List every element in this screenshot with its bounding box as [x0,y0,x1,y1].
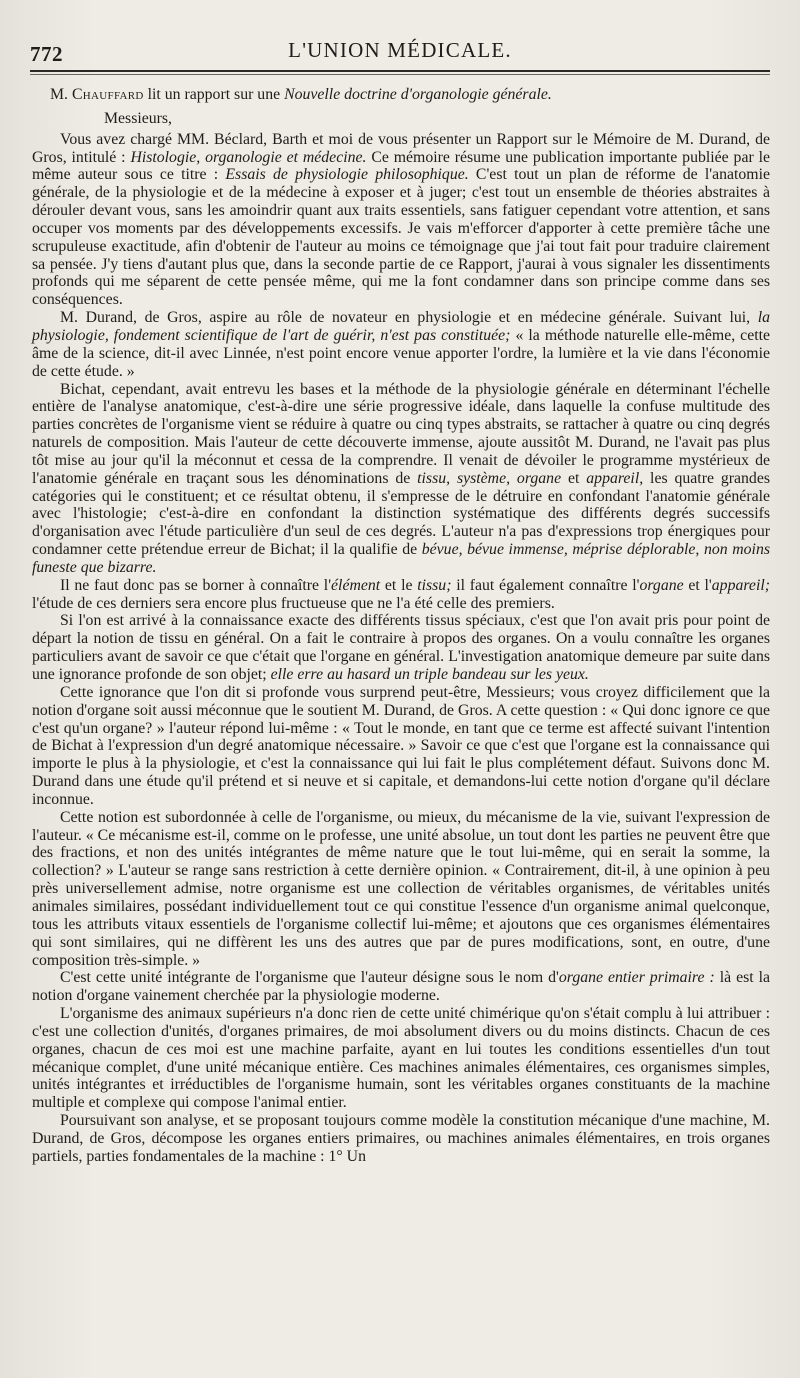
p4-text-b: et le [380,576,418,594]
p2-text-a: M. Durand, de Gros, aspire au rôle de novateur en physiologie et en médecine générale. Suivant lui, [60,309,758,327]
p8-text-b: là est la notion d'organe vainement cherchée par la physiologie moderne. [32,969,771,1005]
p5-text-a: Si l'on est arrivé à la connaissance exacte des différents tissus spéciaux, c'est que l'on avait pris pour point de départ la notion de tissu en général. On a fait le contraire à propos des organes. On a voulu connaître les organes particuliers avant de savoir ce que c'était que l'organe en général. L'investigation anatomique demeure par suite dans une ignorance profonde de son objet; [32,612,770,683]
p4-term-appareil: appareil; [711,576,770,594]
p4-term-tissu: tissu; [417,576,452,594]
journal-title: L'UNION MÉDICALE. [288,38,512,62]
article-title: Nouvelle doctrine d'organologie générale. [284,86,552,103]
p1-text-b: Ce mémoire résume une publication importante publiée par le même auteur sous ce titre : [32,148,770,184]
p3-terms-b: appareil, [586,469,644,487]
p8-term: organe entier primaire : [558,969,715,987]
p3-text-b: et [561,469,587,487]
header-rule [30,70,770,72]
p1-title-b: Essais de physiologie philosophique. [225,166,469,184]
p3-text-a: Bichat, cependant, avait entrevu les bases et la méthode de la physiologie générale en déterminant l'échelle entière de l'analyse anatomique, c'est-à-dire une série progressive idéale, dans laquelle la confuse multitude des parties concrètes de l'organisme vient se réduire à quatre ou cinq types abstraits, se rattacher à quatre ou cinq degrés naturels de composition. Mais l'auteur de cette découverte immense, ajoute aussitôt M. Durand, ne l'avait pas plus tôt mise au jour qu'il la méconnut et cessa de la comprendre. Il venait de dévoiler le programme mystérieux de l'anatomie générale en traçant sous les dénominations de [32,380,770,487]
paragraph-3 [32,381,770,577]
p2-quote: la physiologie, fondement scientifique de l'art de guérir, n'est pas constituée; [32,309,770,344]
p1-text-a: Vous avez chargé MM. Béclard, Barth et moi de vous présenter un Rapport sur le Mémoire de M. Durand, de Gros, intitulé : [32,130,770,166]
lead-prefix: M. [50,86,72,103]
paragraph-6: Cette ignorance que l'on dit si profonde vous surprend peut-être, Messieurs; vous croyez difficilement que la notion d'organe soit aussi méconnue que le soutient M. Durand, de Gros. A cette question : « Qui donc ignore ce que c'est qu'un organe? » l'auteur répond lui-même : « Tout le monde, en tant que ce terme est affecté suivant l'intention de Bichat à l'expression d'un degré anatomique nécessaire. » Savoir ce que c'est que l'organe est la connaissance qui importe le plus à la physiologie, et c'est la connaissance qui lui fait le plus complétement défaut. Suivons donc M. Durand dans une étude qu'il prétend et si neuve et si capitale, et demandons-lui cette notion d'organe qu'il déclare inconnue. [32,683,770,808]
page-number: 772 [30,42,63,66]
p4-text-a: Il ne faut donc pas se borner à connaître l' [60,576,332,594]
p4-term-organe: organe [639,576,684,594]
running-head [30,38,770,68]
paragraph-5 [32,612,770,683]
p4-text-d: et l' [683,576,712,594]
paragraph-8 [32,969,770,1005]
paragraph-1 [32,131,770,309]
article-lead [32,86,770,104]
paragraph-2 [32,309,770,380]
p4-text-c: il faut également connaître l' [451,576,640,594]
paragraph-10: Poursuivant son analyse, et se proposant toujours comme modèle la constitution mécanique d'une machine, M. Durand, de Gros, décompose les organes entiers primaires, ou machines animales élémentaires, en trois organes partiels, parties fondamentales de la machine : 1° Un [32,1112,770,1165]
p3-text-c: les quatre grandes catégories qui le constituent; et ce résultat obtenu, il s'empresse de le détruire en confondant l'anatomie générale avec l'histologie; c'est-à-dire en confondant la distinction systématique des différents degrés successifs d'organisation avec l'étude particulière d'un seul de ces degrés. L'auteur n'a pas d'expressions trop énergiques pour condamner cette prétendue erreur de Bichat; il la qualifie de [32,469,770,559]
p2-text-b: « la méthode naturelle elle-même, cette âme de la science, dit-il avec Linnée, n'est point encore venue apporter l'ordre, la lumière et la vie dans l'économie de cette étude. » [32,326,770,380]
paragraph-4 [32,577,770,613]
article-body [32,86,770,1166]
p4-term-element: élément [331,576,381,594]
paragraph-7: Cette notion est subordonnée à celle de l'organisme, ou mieux, du mécanisme de la vie, suivant l'expression de l'auteur. « Ce mécanisme est-il, comme on le professe, une unité absolue, un tout dont les parties ne peuvent être que des fractions, et non des unités intégrantes de même nature que le tout lui-même, qui en serait la somme, la collection? » L'auteur se range sans restriction à cette dernière opinion. « Contrairement, dit-il, à une opinion à peu près universellement admise, notre organisme est une collection de véritables organismes, de véritables unités animales similaires, possédant individuellement tout ce qui constitue l'essence d'un organisme animal quelconque, tous les attributs vitaux essentiels de l'organisme collectif lui-même; et ajoutons que ces organismes élémentaires qui sont similaires, qui ne diffèrent les uns des autres que par de pures modifications, sont, en outre, d'une composition très-simple. » [32,808,770,969]
p1-title-a: Histologie, organologie et médecine. [130,148,367,166]
paragraph-9: L'organisme des animaux supérieurs n'a donc rien de cette unité chimérique qu'on s'était complu à lui attribuer : c'est une collection d'unités, d'organes primaires, de moi absolument divers ou du moins distincts. Chacun de ces organes, chacun de ces moi est une machine parfaite, ayant en lui toutes les conditions essentielles d'un tout mécanique complet, d'une unité mécanique entière. Ces machines animales élémentaires, ces organismes simples, unités intégrantes et irréductibles de l'organisme humain, sont les véritables organes constituants de la machine multiple et complexe qui compose l'animal entier. [32,1005,770,1112]
lead-text: lit un rapport sur une [143,86,285,103]
p3-terms-a: tissu, système, organe [417,469,562,487]
p4-text-e: l'étude de ces derniers sera encore plus fructueuse que ne l'a été celle des premiers. [32,594,555,612]
p8-text-a: C'est cette unité intégrante de l'organisme que l'auteur désigne sous le nom d' [60,969,559,987]
p1-text-c: C'est tout un plan de réforme de l'anatomie générale, de la physiologie et de la médecine à exposer et à juger; c'est tout un ensemble de théories abstraites à dérouler devant vous, sans les amoindrir quant aux traits essentiels, sans fatiguer cependant votre attention, et sans occuper vos moments par des développements excessifs. Je vais m'efforcer d'apporter à cette première tâche une scrupuleuse exactitude, afin d'obtenir de l'auteur au moins ce témoignage que j'ai tout fait pour traduire clairement sa pensée. J'y tiens d'autant plus que, dans la seconde partie de ce Rapport, j'aurai à vous signaler les dissentiments profonds qui me séparent de cette pensée même, qui me la font condamner dans son principe comme dans ses conséquences. [32,166,770,309]
header-rule-thin [30,74,770,75]
salutation: Messieurs, [104,109,173,127]
p5-quote: elle erre au hasard un triple bandeau sur les yeux. [270,666,589,683]
author-name: Chauffard [71,86,144,103]
p3-terms-c: bévue, bévue immense, méprise déplorable, non moins funeste que bizarre. [32,541,770,576]
